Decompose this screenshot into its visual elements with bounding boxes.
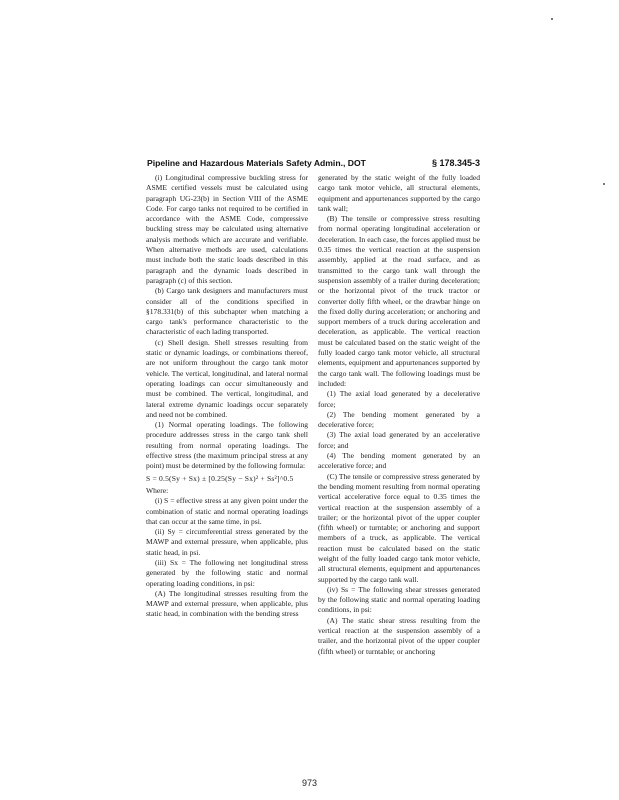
scan-speck: [603, 183, 605, 185]
scan-speck: [551, 18, 553, 20]
paragraph: (i) Longitudinal compressive buckling stress for ASME certified vessels must be calculated using paragraph UG-23(b) in Section VIII of the ASME Code. For cargo tanks not required to be certified in accordance with the ASME Code, compressive buckling stress may be calculated using alternative analysis methods which are accurate and verifiable. When alternative methods are used, calculations must include both the static loads described in this paragraph and the dynamic loads described in paragraph (c) of this section.: [146, 173, 308, 285]
paragraph: (A) The longitudinal stresses resulting from the MAWP and external pressure, when applicable, plus static head, in combination with the bending stress: [146, 588, 308, 619]
paragraph: (1) The axial load generated by a decelerative force;: [318, 389, 480, 409]
paragraph: (c) Shell design. Shell stresses resulting from static or dynamic loadings, or combinations thereof, are not uniform throughout the cargo tank motor vehicle. The vertical, longitudinal, and lateral normal operating loadings can occur simultaneously and must be combined. The vertical, longitudinal, and lateral extreme dynamic loadings occur separately and need not be combined.: [146, 337, 308, 419]
page-number: 973: [301, 778, 318, 788]
paragraph: (4) The bending moment generated by an accelerative force; and: [318, 451, 480, 471]
paragraph: (iii) Sx = The following net longitudinal stress generated by the following static and normal operating loading conditions, in psi:: [146, 557, 308, 588]
paragraph: (3) The axial load generated by an accelerative force; and: [318, 430, 480, 450]
running-header: [147, 158, 480, 172]
effective-stress-formula: S = 0.5(Sy + Sx) ± [0.25(Sy − Sx)² + Ss²]^0.5: [146, 473, 294, 483]
header-title: Pipeline and Hazardous Materials Safety Admin., DOT: [147, 158, 366, 168]
where-label: Where:: [146, 485, 169, 495]
right-column: [318, 173, 480, 775]
paragraph: (b) Cargo tank designers and manufacturers must consider all of the conditions specified in §178.331(b) of this subchapter when matching a cargo tank's performance characteristic to the characteristic of each lading transported.: [146, 286, 308, 337]
paragraph: (i) S = effective stress at any given point under the combination of static and normal operating loadings that can occur at the same time, in psi.: [146, 496, 308, 526]
paragraph: generated by the static weight of the fully loaded cargo tank motor vehicle, all structural elements, equipment and appurtenances supported by the cargo tank wall;: [318, 173, 480, 213]
paragraph: (C) The tensile or compressive stress generated by the bending moment resulting from normal operating vertical accelerative force equal to 0.35 times the vertical reaction at the suspension assembly of a trailer; or the horizontal pivot of the upper coupler (fifth wheel) or turntable; or anchoring and support members of a truck, as applicable. The vertical reaction must be calculated based on the static weight of the fully loaded cargo tank motor vehicle, all structural elements, equipment and appurtenances supported by the cargo tank wall.: [318, 471, 480, 584]
paragraph: (B) The tensile or compressive stress resulting from normal operating longitudinal acceleration or deceleration. In each case, the forces applied must be 0.35 times the vertical reaction at the suspension assembly, applied at the road surface, and as transmitted to the cargo tank wall through the suspension assembly of a trailer during deceleration; or the horizontal pivot of the truck tractor or converter dolly fifth wheel, or the drawbar hinge on the fixed dolly during acceleration; or anchoring and support members of a truck during acceleration and deceleration, as applicable. The vertical reaction must be calculated based on the static weight of the fully loaded cargo tank motor vehicle, all structural elements, equipment and appurtenances supported by the cargo tank wall. The following loadings must be included:: [318, 214, 480, 388]
header-section-number: § 178.345-3: [431, 158, 480, 168]
paragraph: (2) The bending moment generated by a decelerative force;: [318, 409, 480, 430]
paragraph: (iv) Ss = The following shear stresses generated by the following static and normal operating loading conditions, in psi:: [318, 584, 480, 615]
paragraph: (1) Normal operating loadings. The following procedure addresses stress in the cargo tank shell resulting from normal operating loadings. The effective stress (the maximum principal stress at any point) must be determined by the following formula:: [146, 420, 308, 471]
left-column: [146, 173, 308, 775]
paragraph: (A) The static shear stress resulting from the vertical reaction at the suspension assembly of a trailer, and the horizontal pivot of the upper coupler (fifth wheel) or turntable; or anchoring: [318, 615, 480, 656]
paragraph: (ii) Sy = circumferential stress generated by the MAWP and external pressure, when applicable, plus static head, in psi.: [146, 527, 308, 557]
